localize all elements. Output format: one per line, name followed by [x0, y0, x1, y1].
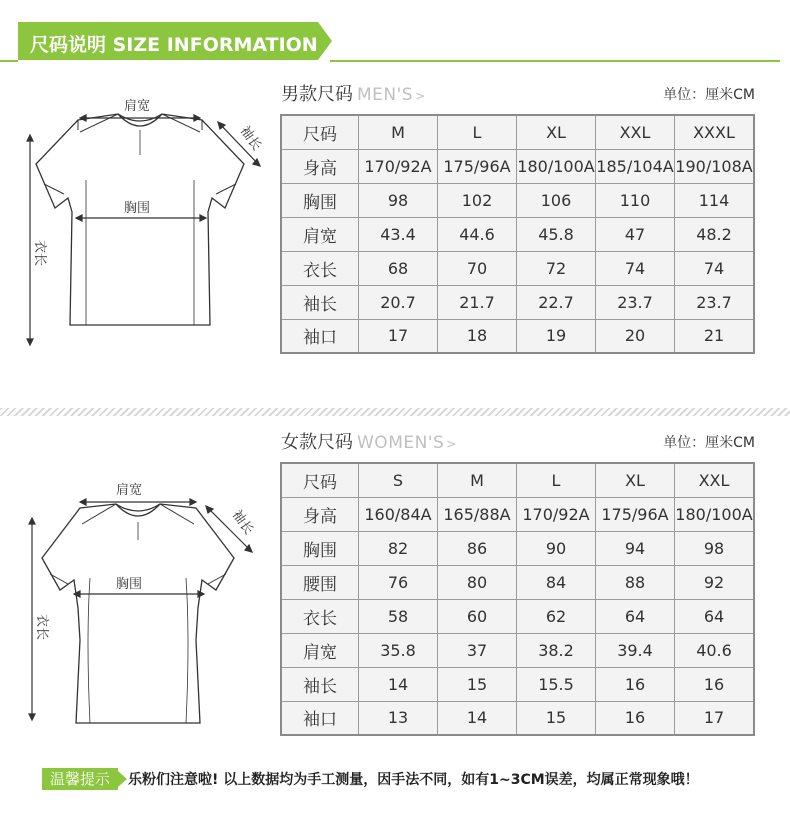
men-section-title — [281, 80, 425, 106]
table-row — [281, 183, 754, 217]
table-row — [281, 565, 754, 599]
table-cell: 68 — [359, 251, 438, 285]
row-label-cell: 尺码 — [281, 463, 359, 497]
women-sleeve-label: 袖长 — [228, 507, 256, 538]
table-row — [281, 531, 754, 565]
row-label-cell: 腰围 — [281, 565, 359, 599]
table-cell: 180/100A — [675, 497, 755, 531]
table-cell: M — [438, 463, 517, 497]
section-divider — [0, 408, 790, 416]
table-cell: 88 — [596, 565, 675, 599]
table-cell: XL — [517, 115, 596, 149]
table-cell: 86 — [438, 531, 517, 565]
men-title-cn: 男款尺码 — [281, 84, 353, 105]
table-cell: 16 — [596, 701, 675, 735]
header-bar — [18, 22, 318, 60]
table-cell: 114 — [675, 183, 755, 217]
table-row — [281, 599, 754, 633]
table-cell: 165/88A — [438, 497, 517, 531]
men-shoulder-label: 肩宽 — [124, 99, 151, 114]
table-row — [281, 319, 754, 353]
table-cell: 175/96A — [438, 149, 517, 183]
table-cell: 37 — [438, 633, 517, 667]
row-label-cell: 衣长 — [281, 599, 359, 633]
table-cell: 170/92A — [517, 497, 596, 531]
women-length-label: 衣长 — [34, 614, 49, 641]
table-cell: 22.7 — [517, 285, 596, 319]
table-cell: 40.6 — [675, 633, 755, 667]
header-title: 尺码说明 SIZE INFORMATION — [30, 34, 318, 56]
table-cell: 84 — [517, 565, 596, 599]
table-cell: 175/96A — [596, 497, 675, 531]
table-cell: S — [359, 463, 438, 497]
table-cell: 35.8 — [359, 633, 438, 667]
table-cell: 20 — [596, 319, 675, 353]
table-cell: 39.4 — [596, 633, 675, 667]
table-row — [281, 285, 754, 319]
table-cell: 98 — [359, 183, 438, 217]
table-row — [281, 251, 754, 285]
table-cell: 18 — [438, 319, 517, 353]
row-label-cell: 袖口 — [281, 701, 359, 735]
table-cell: 17 — [359, 319, 438, 353]
men-title-en: MEN'S — [357, 85, 414, 105]
row-label-cell: 袖长 — [281, 667, 359, 701]
women-size-table — [280, 462, 755, 736]
table-row — [281, 633, 754, 667]
table-cell: 64 — [675, 599, 755, 633]
row-label-cell: 身高 — [281, 149, 359, 183]
table-cell: 70 — [438, 251, 517, 285]
row-label-cell: 袖口 — [281, 319, 359, 353]
table-cell: 74 — [675, 251, 755, 285]
women-shirt-hem-left — [50, 574, 68, 584]
table-header-row — [281, 115, 754, 149]
women-chest-label: 胸围 — [116, 577, 143, 592]
men-size-table — [280, 114, 755, 354]
table-cell: 102 — [438, 183, 517, 217]
table-cell: XL — [596, 463, 675, 497]
men-title-arrow: > — [415, 89, 426, 103]
men-chest-label: 胸围 — [124, 201, 151, 216]
table-cell: 14 — [438, 701, 517, 735]
men-shirt-collar — [118, 114, 162, 126]
table-cell: 62 — [517, 599, 596, 633]
table-cell: 92 — [675, 565, 755, 599]
table-cell: 58 — [359, 599, 438, 633]
table-row — [281, 701, 754, 735]
row-label-cell: 肩宽 — [281, 217, 359, 251]
table-cell: 94 — [596, 531, 675, 565]
table-cell: 13 — [359, 701, 438, 735]
table-cell: 20.7 — [359, 285, 438, 319]
women-section-title — [281, 428, 456, 454]
table-row — [281, 497, 754, 531]
row-label-cell: 尺码 — [281, 115, 359, 149]
table-cell: M — [359, 115, 438, 149]
table-cell: 106 — [517, 183, 596, 217]
header-rule — [330, 60, 780, 62]
table-cell: 72 — [517, 251, 596, 285]
row-label-cell: 身高 — [281, 497, 359, 531]
table-cell: 98 — [675, 531, 755, 565]
table-header-row — [281, 463, 754, 497]
women-shoulder-label: 肩宽 — [116, 483, 143, 498]
table-cell: XXL — [596, 115, 675, 149]
table-cell: XXXL — [675, 115, 755, 149]
table-cell: 44.6 — [438, 217, 517, 251]
table-row — [281, 217, 754, 251]
row-label-cell: 肩宽 — [281, 633, 359, 667]
table-cell: XXL — [675, 463, 755, 497]
table-cell: 60 — [438, 599, 517, 633]
men-length-label: 衣长 — [32, 240, 47, 267]
men-shirt-diagram — [20, 90, 270, 350]
table-cell: 76 — [359, 565, 438, 599]
row-label-cell: 袖长 — [281, 285, 359, 319]
table-cell: 15 — [438, 667, 517, 701]
women-title-cn: 女款尺码 — [281, 432, 353, 453]
table-cell: 82 — [359, 531, 438, 565]
table-cell: 19 — [517, 319, 596, 353]
table-cell: L — [517, 463, 596, 497]
men-unit: 单位：厘米CM — [663, 87, 755, 103]
table-cell: L — [438, 115, 517, 149]
women-shirt-collar — [116, 504, 160, 516]
women-shirt-hem-right — [208, 574, 226, 584]
table-cell: 14 — [359, 667, 438, 701]
tip-text: 乐粉们注意啦! 以上数据均为手工测量，因手法不同，如有1~3CM误差，均属正常现象哦！ — [128, 772, 699, 788]
table-cell: 90 — [517, 531, 596, 565]
table-cell: 74 — [596, 251, 675, 285]
row-label-cell: 胸围 — [281, 531, 359, 565]
table-cell: 16 — [675, 667, 755, 701]
table-cell: 190/108A — [675, 149, 755, 183]
header-rule-left — [0, 60, 18, 62]
header-arrow-shape — [318, 22, 332, 60]
tip-label-text: 温馨提示 — [49, 770, 110, 788]
table-cell: 21.7 — [438, 285, 517, 319]
women-title-en: WOMEN'S — [357, 433, 445, 453]
row-label-cell: 衣长 — [281, 251, 359, 285]
tip-arrow-shape — [118, 771, 127, 787]
table-cell: 16 — [596, 667, 675, 701]
women-title-arrow: > — [446, 437, 457, 451]
table-cell: 21 — [675, 319, 755, 353]
women-shirt-diagram — [20, 478, 270, 748]
table-cell: 15 — [517, 701, 596, 735]
table-cell: 110 — [596, 183, 675, 217]
table-cell: 64 — [596, 599, 675, 633]
table-cell: 17 — [675, 701, 755, 735]
table-cell: 43.4 — [359, 217, 438, 251]
table-cell: 160/84A — [359, 497, 438, 531]
table-cell: 38.2 — [517, 633, 596, 667]
men-sleeve-label: 袖长 — [236, 123, 264, 154]
table-row — [281, 149, 754, 183]
table-cell: 15.5 — [517, 667, 596, 701]
women-shirt-side-seams — [88, 578, 188, 723]
table-cell: 47 — [596, 217, 675, 251]
table-cell: 45.8 — [517, 217, 596, 251]
table-cell: 180/100A — [517, 149, 596, 183]
table-cell: 80 — [438, 565, 517, 599]
table-row — [281, 667, 754, 701]
table-cell: 23.7 — [675, 285, 755, 319]
table-cell: 170/92A — [359, 149, 438, 183]
table-cell: 185/104A — [596, 149, 675, 183]
row-label-cell: 胸围 — [281, 183, 359, 217]
table-cell: 23.7 — [596, 285, 675, 319]
tip-label — [42, 768, 118, 790]
women-unit: 单位：厘米CM — [663, 435, 755, 451]
table-cell: 48.2 — [675, 217, 755, 251]
